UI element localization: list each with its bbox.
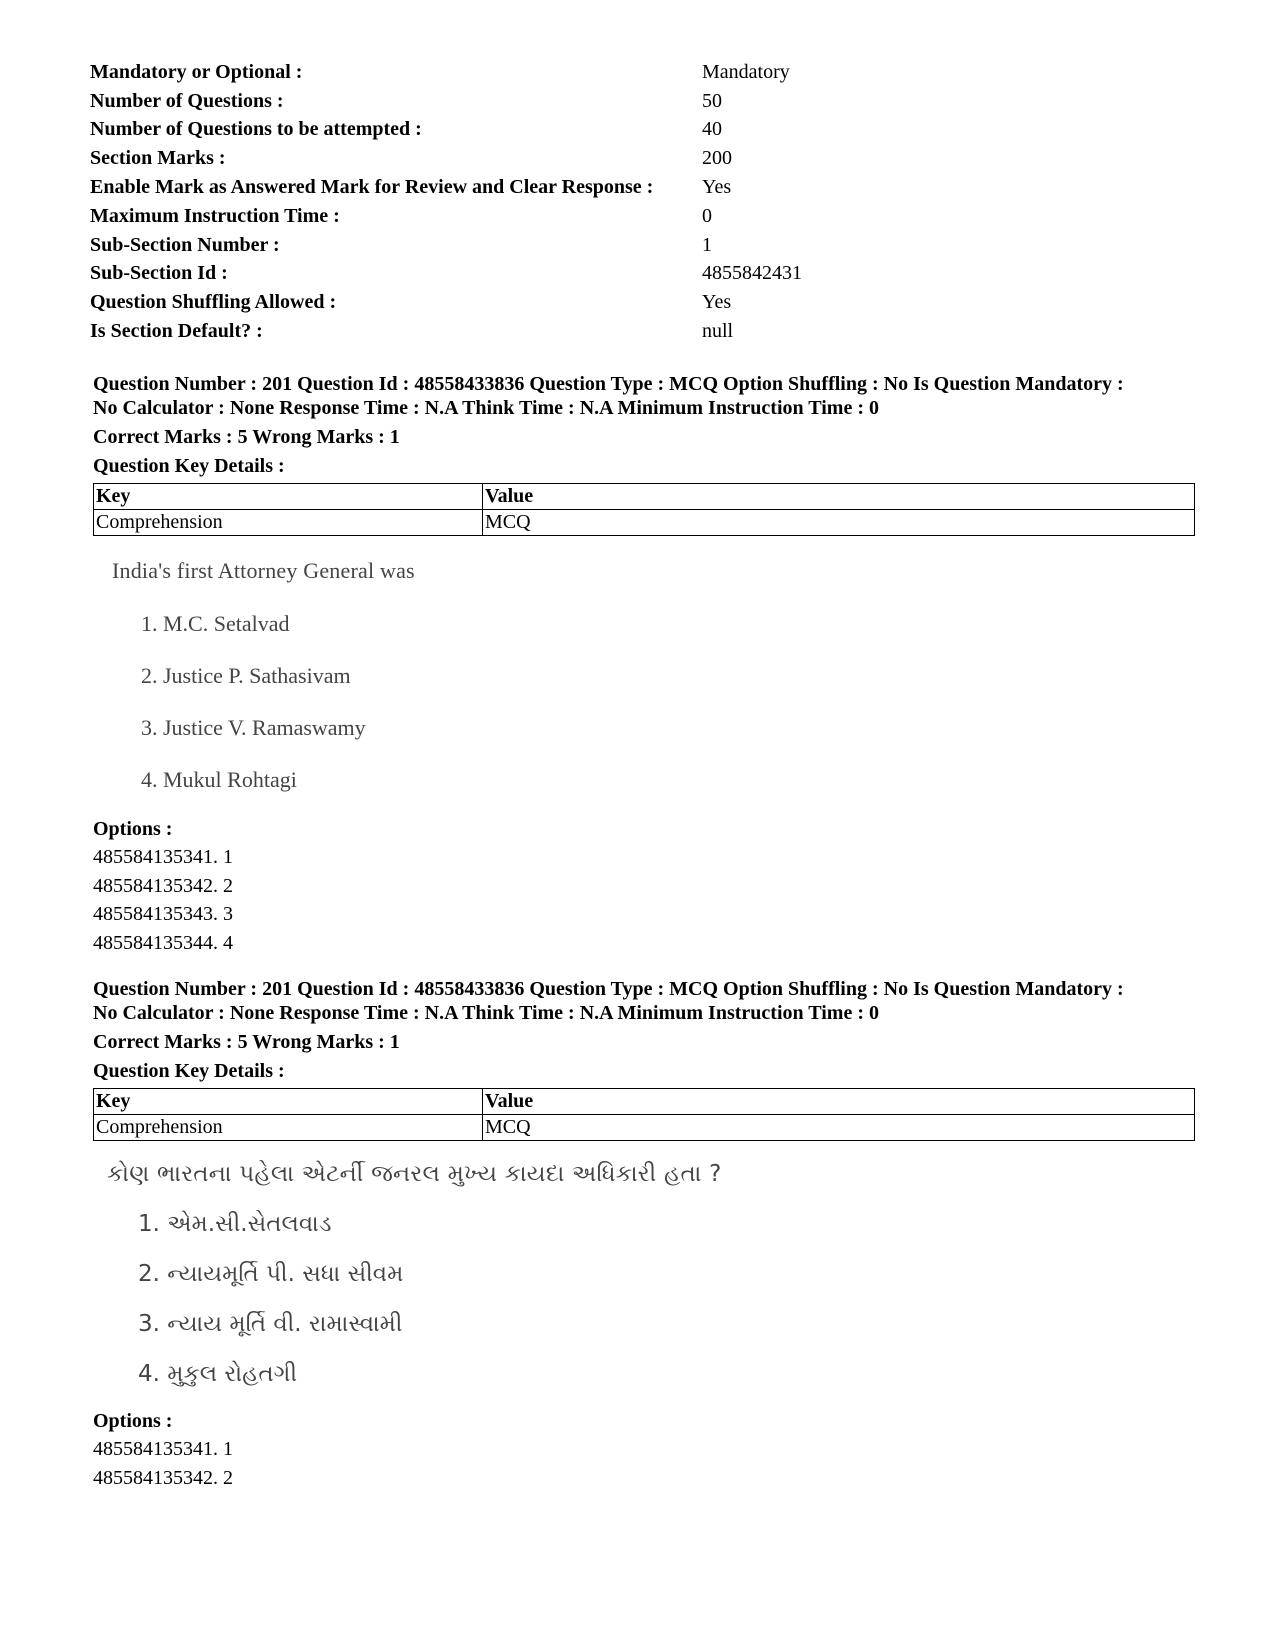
question-header-line2: No Calculator : None Response Time : N.A Think Time : N.A Minimum Instruction Time : 0 <box>93 397 879 419</box>
info-key: Maximum Instruction Time : <box>90 204 340 227</box>
table-header-key: Key <box>94 1089 483 1115</box>
key-details-table <box>93 1088 1195 1141</box>
info-value: Mandatory <box>702 60 790 83</box>
option-item: 485584135342. 2 <box>93 1466 233 1489</box>
info-key: Section Marks : <box>90 147 226 170</box>
option-item: 485584135341. 1 <box>93 846 233 868</box>
question-choice: 1. M.C. Setalvad <box>141 611 290 636</box>
question-choice: 4. Mukul Rohtagi <box>141 767 297 792</box>
option-item: 485584135341. 1 <box>93 1438 233 1460</box>
question-block-gujarati <box>93 977 1193 1492</box>
table-header-row <box>94 484 1195 510</box>
table-header-key: Key <box>94 484 483 510</box>
key-details-table <box>93 483 1195 536</box>
info-value: null <box>702 320 734 343</box>
info-row <box>90 288 1190 317</box>
info-row <box>90 231 1190 260</box>
info-key: Is Section Default? : <box>90 320 263 343</box>
key-details-title: Question Key Details : <box>93 455 285 477</box>
option-item: 485584135342. 2 <box>93 874 233 897</box>
info-value: 200 <box>702 147 732 170</box>
info-row <box>90 58 1190 87</box>
question-marks: Correct Marks : 5 Wrong Marks : 1 <box>93 426 400 448</box>
question-header-line1: Question Number : 201 Question Id : 48558433836 Question Type : MCQ Option Shuffling : No Is Question Mandatory : <box>93 373 1124 395</box>
table-row <box>94 510 1195 536</box>
question-choice: 2. ન્યાયમૂર્તિ પી. સધા સીવમ <box>138 1261 404 1287</box>
info-row <box>90 202 1190 231</box>
question-stem: કોણ ભારતના પહેલા એટર્ની જનરલ મુખ્ય કાયદા અધિકારી હતા ? <box>107 1161 722 1187</box>
table-cell-value: MCQ <box>483 510 1195 536</box>
info-row <box>90 260 1190 289</box>
key-details-title: Question Key Details : <box>93 1060 285 1082</box>
info-value: 1 <box>702 233 712 256</box>
question-image <box>93 1161 1193 1387</box>
info-key: Number of Questions to be attempted : <box>90 118 422 141</box>
info-key: Enable Mark as Answered Mark for Review and Clear Response : <box>90 176 654 199</box>
info-row <box>90 173 1190 202</box>
table-header-value: Value <box>483 484 1195 510</box>
info-row <box>90 116 1190 145</box>
table-cell-value: MCQ <box>483 1115 1195 1141</box>
option-item: 485584135343. 3 <box>93 903 233 925</box>
info-value: 0 <box>702 204 712 227</box>
info-key: Mandatory or Optional : <box>90 60 303 83</box>
question-marks: Correct Marks : 5 Wrong Marks : 1 <box>93 1031 400 1053</box>
info-key: Number of Questions : <box>90 89 284 112</box>
question-choice: 1. એમ.સી.સેતલવાડ <box>138 1211 332 1237</box>
info-key: Sub-Section Id : <box>90 262 228 285</box>
info-row <box>90 87 1190 116</box>
question-header-line1: Question Number : 201 Question Id : 48558433836 Question Type : MCQ Option Shuffling : No Is Question Mandatory : <box>93 978 1124 1000</box>
question-header-line2: No Calculator : None Response Time : N.A Think Time : N.A Minimum Instruction Time : 0 <box>93 1002 879 1024</box>
info-value: Yes <box>702 176 732 199</box>
table-cell-key: Comprehension <box>94 1115 483 1141</box>
info-value: 50 <box>702 89 722 112</box>
options-title: Options : <box>93 1410 173 1432</box>
option-item: 485584135344. 4 <box>93 931 233 954</box>
info-row <box>90 317 1190 346</box>
table-header-value: Value <box>483 1089 1195 1115</box>
info-key: Sub-Section Number : <box>90 233 280 256</box>
info-value: 40 <box>702 118 722 141</box>
question-choice: 4. મુકુલ રોહતગી <box>138 1361 298 1387</box>
question-block-english <box>93 372 1193 957</box>
table-cell-key: Comprehension <box>94 510 483 536</box>
info-value: 4855842431 <box>702 262 802 285</box>
question-choice: 3. ન્યાય મૂર્તિ વી. રામાસ્વામી <box>138 1311 403 1337</box>
question-choice: 2. Justice P. Sathasivam <box>141 663 351 688</box>
question-choice: 3. Justice V. Ramaswamy <box>141 715 366 740</box>
question-image <box>93 558 1193 793</box>
info-row <box>90 144 1190 173</box>
question-stem: India's first Attorney General was <box>112 558 415 583</box>
table-row <box>94 1115 1195 1141</box>
section-info <box>90 58 1190 346</box>
info-value: Yes <box>702 291 732 314</box>
info-key: Question Shuffling Allowed : <box>90 291 337 314</box>
table-header-row <box>94 1089 1195 1115</box>
options-title: Options : <box>93 818 173 840</box>
